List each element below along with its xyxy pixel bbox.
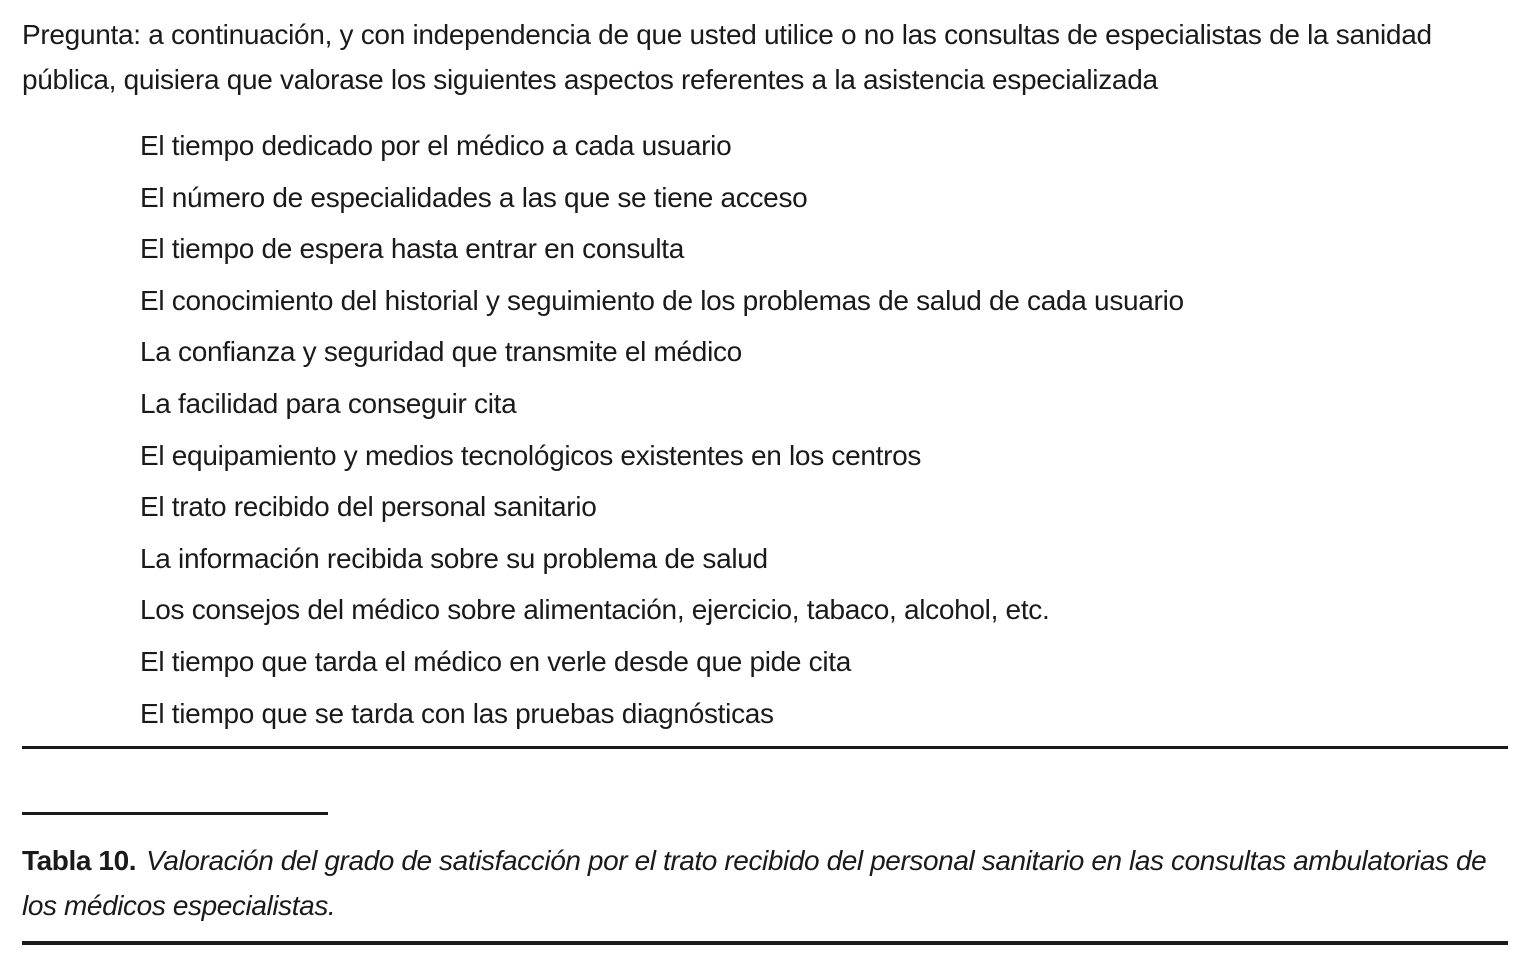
aspects-list <box>140 124 1184 743</box>
list-item: El número de especialidades a las que se tiene acceso <box>140 181 808 213</box>
list-item: El equipamiento y medios tecnológicos existentes en los centros <box>140 439 922 471</box>
list-item: La información recibida sobre su problema de salud <box>140 542 768 574</box>
list-item: La confianza y seguridad que transmite el médico <box>140 336 742 368</box>
caption-bottom-rule <box>22 941 1508 945</box>
list-item: El trato recibido del personal sanitario <box>140 491 597 523</box>
list-item: El conocimiento del historial y seguimiento de los problemas de salud de cada usuario <box>140 284 1184 316</box>
list-item: El tiempo que tarda el médico en verle desde que pide cita <box>140 645 852 677</box>
table-caption <box>22 838 1508 928</box>
caption-label: Tabla 10. <box>22 845 137 876</box>
caption-separator-rule <box>22 812 328 815</box>
list-item: La facilidad para conseguir cita <box>140 387 517 419</box>
caption-text: Valoración del grado de satisfacción por el trato recibido del personal sanitario en las consultas ambulatorias de los médicos especialistas. <box>22 845 1487 921</box>
list-item: El tiempo de espera hasta entrar en consulta <box>140 233 685 265</box>
list-item: El tiempo que se tarda con las pruebas diagnósticas <box>140 697 774 729</box>
list-item: El tiempo dedicado por el médico a cada usuario <box>140 130 732 161</box>
table-end-rule <box>22 746 1508 749</box>
list-item: Los consejos del médico sobre alimentación, ejercicio, tabaco, alcohol, etc. <box>140 594 1050 626</box>
question-text: Pregunta: a continuación, y con independencia de que usted utilice o no las consultas de especialistas de la sanidad pública, quisiera que valorase los siguientes aspectos referentes a la asistencia especializada <box>22 19 1432 95</box>
